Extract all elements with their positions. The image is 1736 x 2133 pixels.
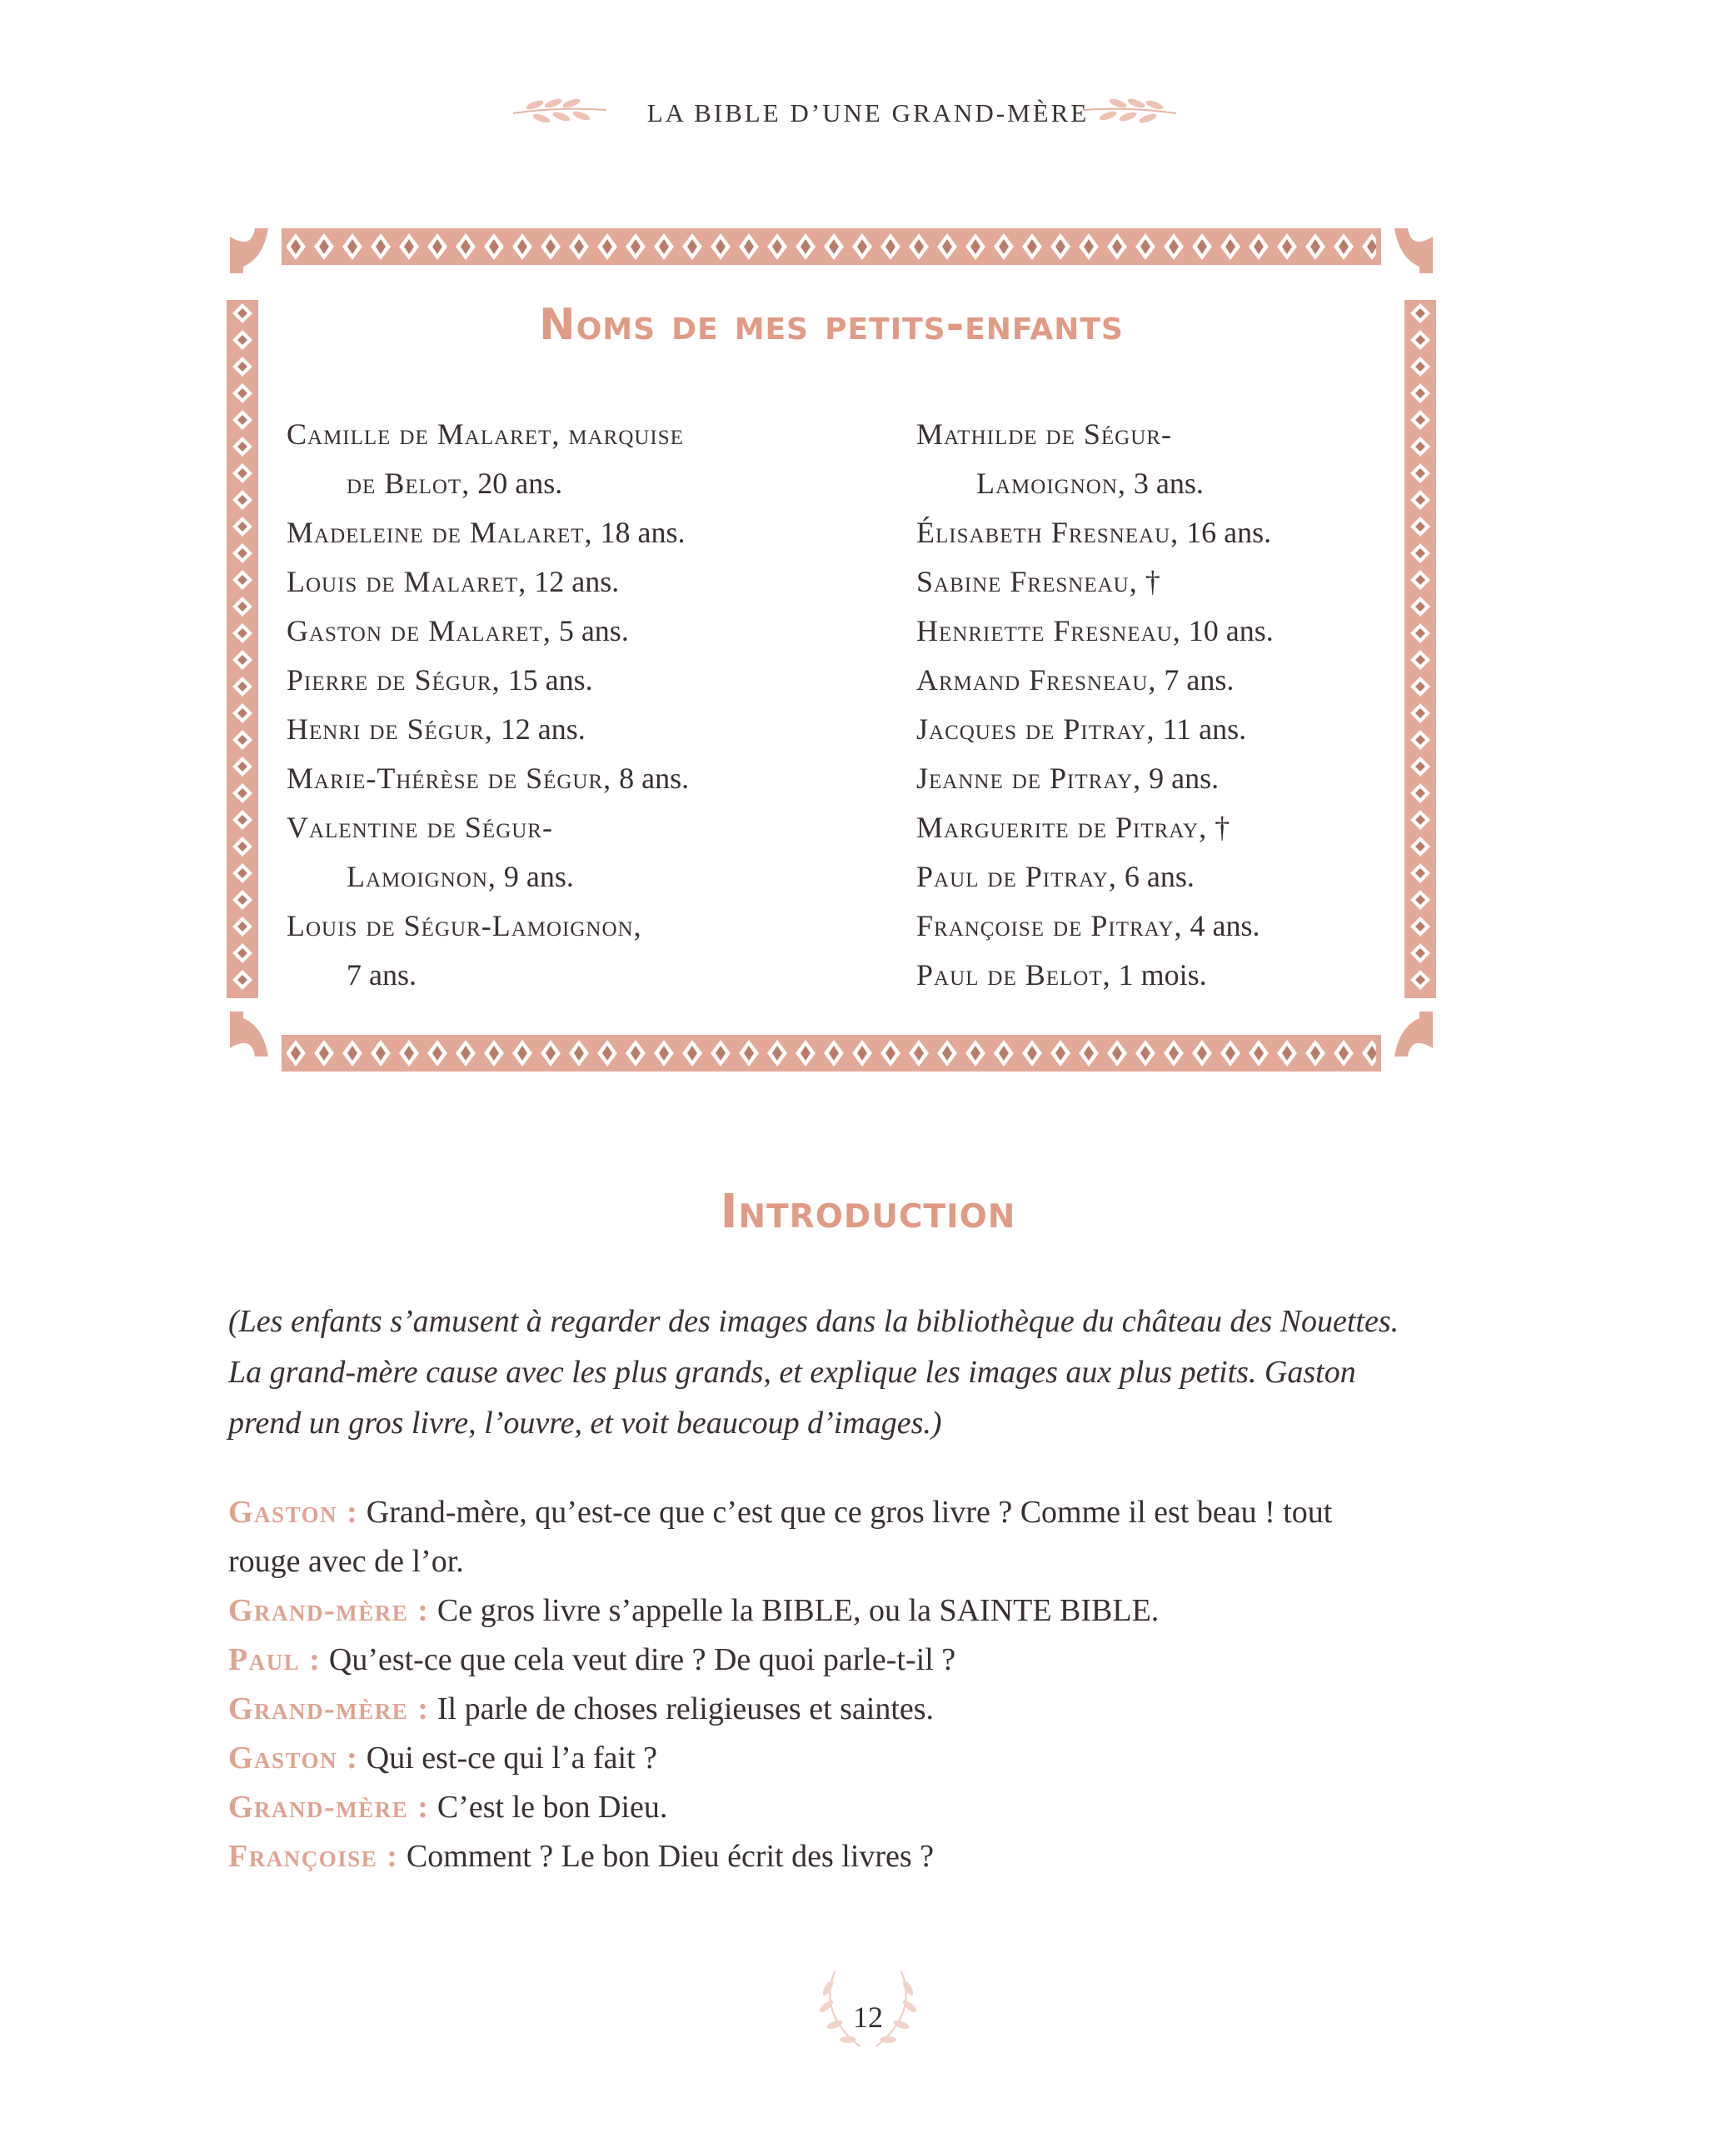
running-header — [0, 98, 1736, 128]
list-item: Louis de Malaret, 12 ans. — [287, 565, 620, 598]
list-item: Paul de Pitray, 6 ans. — [916, 860, 1195, 893]
diamond-band-ornament — [227, 300, 258, 998]
speaker-name: Gaston : — [228, 1495, 359, 1530]
list-item: Lamoignon, 9 ans. — [347, 860, 574, 893]
corner-flourish-icon — [1388, 225, 1436, 273]
names-column-left — [287, 410, 803, 1000]
list-item: Marie-Thérèse de Ségur, 8 ans. — [287, 762, 690, 795]
stage-line: (Les enfants s’amusent à regarder des images dans la bibliothèque du château des Nouettes. — [228, 1304, 1399, 1339]
stage-line: prend un gros livre, l’ouvre, et voit beaucoup d’images.) — [228, 1406, 942, 1441]
speech-text: Ce gros livre s’appelle la BIBLE, ou la SAINTE BIBLE. — [429, 1593, 1160, 1628]
dialogue — [228, 1488, 1453, 1881]
list-item: Élisabeth Fresneau, 16 ans. — [916, 516, 1272, 549]
page-number — [785, 1988, 951, 2046]
list-item: de Belot, 20 ans. — [347, 467, 563, 500]
list-item: Françoise de Pitray, 4 ans. — [916, 909, 1260, 942]
dialogue-line — [228, 1783, 1453, 1832]
list-item: 7 ans. — [347, 958, 417, 992]
speech-text: Qui est-ce qui l’a fait ? — [358, 1741, 657, 1776]
list-item: Marguerite de Pitray, † — [916, 811, 1230, 844]
speech-text: Comment ? Le bon Dieu écrit des livres ? — [398, 1839, 935, 1874]
dialogue-line — [228, 1636, 1453, 1685]
speaker-name: Grand-mère : — [228, 1691, 430, 1726]
speech-text: Il parle de choses religieuses et saintes. — [429, 1691, 935, 1726]
dialogue-line — [228, 1537, 1453, 1586]
dialogue-line — [228, 1832, 1453, 1881]
speaker-name: Gaston : — [228, 1741, 359, 1776]
speech-text: Qu’est-ce que cela veut dire ? De quoi parle-t-il ? — [321, 1642, 956, 1677]
list-item: Valentine de Ségur- — [287, 811, 553, 844]
list-item: Pierre de Ségur, 15 ans. — [287, 663, 593, 697]
stage-line: La grand-mère cause avec les plus grands, et explique les images aux plus petits. Gaston — [228, 1355, 1356, 1390]
speaker-name: Grand-mère : — [228, 1790, 430, 1825]
corner-flourish-icon — [1388, 1012, 1436, 1060]
list-item: Jeanne de Pitray, 9 ans. — [916, 762, 1220, 795]
list-item: Jacques de Pitray, 11 ans. — [916, 712, 1247, 746]
dialogue-line — [228, 1488, 1453, 1537]
dialogue-line — [228, 1586, 1453, 1636]
grandchildren-title: Noms de mes petits-enfants — [539, 300, 1124, 350]
page-number-text: 12 — [853, 2001, 883, 2034]
stage-direction — [228, 1296, 1444, 1449]
list-item: Camille de Malaret, marquise — [287, 417, 684, 451]
list-item: Sabine Fresneau, † — [916, 565, 1160, 598]
speaker-name: Paul : — [228, 1642, 322, 1677]
names-column-right — [916, 410, 1416, 1000]
diamond-band-ornament — [282, 228, 1381, 265]
running-title: LA BIBLE D’UNE GRAND-MÈRE — [646, 98, 1090, 127]
laurel-sprig-icon — [1080, 95, 1180, 125]
corner-flourish-icon — [227, 225, 275, 273]
list-item: Mathilde de Ségur- — [916, 417, 1172, 451]
laurel-sprig-icon — [510, 95, 610, 125]
speech-text: C’est le bon Dieu. — [429, 1790, 668, 1825]
list-item: Henriette Fresneau, 10 ans. — [916, 614, 1274, 647]
introduction-title: Introduction — [720, 1185, 1016, 1239]
list-item: Louis de Ségur-Lamoignon, — [287, 909, 642, 942]
list-item: Madeleine de Malaret, 18 ans. — [287, 516, 686, 549]
list-item: Henri de Ségur, 12 ans. — [287, 712, 586, 746]
speech-text: Grand-mère, qu’est-ce que c’est que ce gros livre ? Comme il est beau ! tout — [358, 1495, 1333, 1530]
list-item: Gaston de Malaret, 5 ans. — [287, 614, 629, 647]
speaker-name: Grand-mère : — [228, 1593, 430, 1628]
diamond-band-ornament — [282, 1035, 1381, 1071]
dialogue-line — [228, 1734, 1453, 1783]
corner-flourish-icon — [227, 1012, 275, 1060]
list-item: Armand Fresneau, 7 ans. — [916, 663, 1235, 697]
list-item: Paul de Belot, 1 mois. — [916, 958, 1207, 992]
list-item: Lamoignon, 3 ans. — [976, 467, 1204, 500]
speech-text: rouge avec de l’or. — [228, 1544, 464, 1579]
dialogue-line — [228, 1685, 1453, 1734]
speaker-name: Françoise : — [228, 1839, 399, 1874]
